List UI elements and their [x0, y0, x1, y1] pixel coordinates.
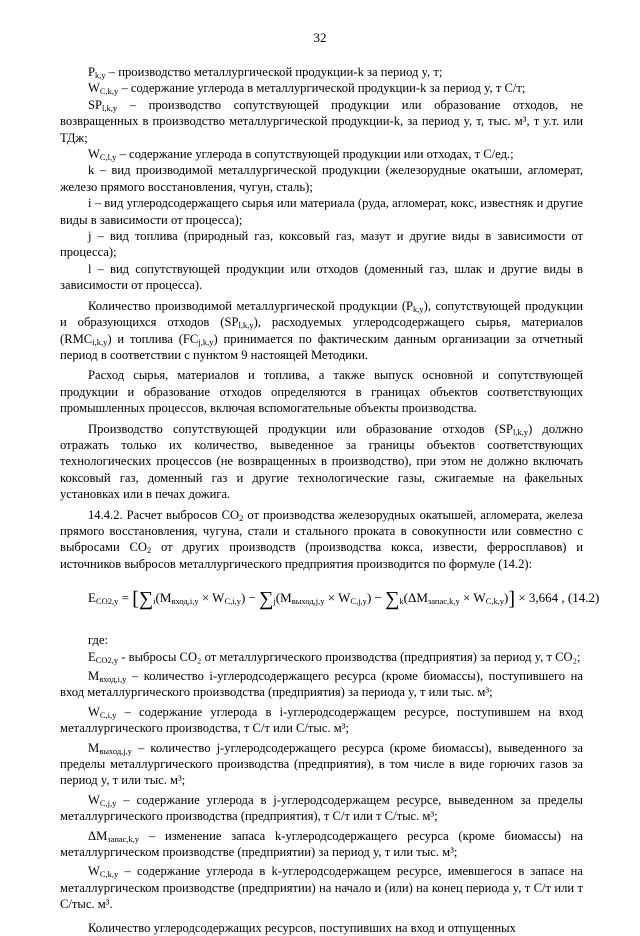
- definition-item: $M_{вход,i,y}$ – количество i-углеродсодержащего ресурса (кроме биомассы), поступившего на вход металлургического производства (предприятия) за периода y, т или тыс. м³;: [60, 669, 583, 700]
- definition-item: l – вид сопутствующей продукции или отходов (доменный газ, шлак и другие виды в зависимости от процесса).: [60, 261, 583, 293]
- page-body: [60, 64, 600, 936]
- definition-item: $W_{C,k,y}$ – содержание углерода в металлургической продукции-k за период y, т С/т;: [88, 81, 526, 97]
- definition-item: $\Delta M_{запас,k,y}$ – изменение запаса k-углеродсодержащего ресурса (кроме биомассы) на металлургическом производстве (предприятии) за период y, т или тыс. м³;: [60, 828, 583, 860]
- where-label: где:: [88, 633, 109, 648]
- formula-definitions-list: [60, 649, 583, 916]
- definition-item: $P_{k,y}$ – производство металлургической продукции-k за период y, т;: [88, 65, 443, 80]
- definition-item: i – вид углеродсодержащего сырья или материала (руда, агломерат, кокс, известняк и другие виды в зависимости от процесса);: [60, 196, 583, 227]
- definition-item: $E_{CO2,y}$ - выбросы CO₂ от металлургического производства (предприятия) за период y, т CO₂;: [88, 649, 581, 665]
- definition-item: $M_{выход,j,y}$ – количество j-углеродсодержащего ресурса (кроме биомассы), выведенного за пределы металлургического производства (предприятия), в том числе в виде горючих газов за период y, т или тыс. м³;: [60, 740, 583, 788]
- definition-item: $SP_{l,k,y}$ – производство сопутствующей продукции или образование отходов, не возвращенных в производство металлургической продукции-k, за период y, т, тыс. м³, т у.т. или ТДж;: [60, 97, 583, 145]
- definition-item: $W_{C,i,y}$ – содержание углерода в i-углеродсодержащем ресурсе, поступившем на вход металлургического производства, т С/т или С/тыс. м³;: [60, 704, 583, 736]
- paragraph-section-14-4-2: 14.4.2. Расчет выбросов $CO_2$ от производства железорудных окатышей, агломерата, железа прямого восстановления, чугуна, стали и стального проката в совокупности или совместно с выбросами $CO_2$ от других производств (производства кокса, извести, ферросплавов) и источников выбросов металлургического предприятия производится по формуле (14.2):: [60, 507, 583, 571]
- paragraph-boundaries: Расход сырья, материалов и топлива, а также выпуск основной и сопутствующей продукции и образование отходов определяются в границах объектов соответствующих промышленных процессов, включая вспомогательные объекты производства.: [60, 368, 583, 416]
- paragraph-continued: Количество углеродсодержащих ресурсов, поступивших на вход и отпущенных: [88, 920, 516, 935]
- definition-item: $W_{C,k,y}$ – содержание углерода в k-углеродсодержащем ресурсе, имевшегося в запасе на металлургическом производстве (предприятии) на начало и (или) на конец периода y, т С/т или т С/тыс. м³.: [60, 864, 583, 912]
- definition-item: $W_{C,j,y}$ – содержание углерода в j-углеродсодержащем ресурсе, выведенном за пределы металлургического производства (предприятия), т С/т или т С/тыс. м³;: [60, 792, 583, 824]
- paragraph-byproducts: Производство сопутствующей продукции или образование отходов $(SP_{l,k,y})$ должно отражать только их количество, выведенное за границы объектов соответствующих технологических процессов (не возвращенных в производство), при этом не должно включать коксовый газ, доменный газ и другие технологические газы, сжигаемые на факельных установках или в печах дожига.: [60, 421, 583, 502]
- formula-14-2: $E_{CO2,y} = [\sum_i(M_{вход,i,y} \times W_{C,i,y}) - \sum_j(M_{выход,j,y} \times W_{C,j,y}) - \sum_k(\Delta M_{запас,k,y} \times W_{C,k,y})] \times 3,664$ , (14.2): [88, 588, 600, 611]
- definitions-list: [60, 64, 583, 298]
- definition-item: k – вид производимой металлургической продукции (железорудные окатыши, агломерат, железо прямого восстановления, чугун, сталь);: [60, 163, 583, 194]
- definition-item: $W_{C,l,y}$ – содержание углерода в сопутствующей продукции или отходах, т С/ед.;: [88, 147, 514, 163]
- paragraph-quantities: Количество производимой металлургической продукции $(P_{k,y})$, сопутствующей продукции и образующихся отходов $(SP_{l,k,y})$, расходуемых углеродсодержащего сырья, материалов $(RMC_{i,k,y})$ и топлива $(FC_{j,k,y})$ принимается по фактическим данным организации за отчетный период в соответствии с пунктом 9 настоящей Методики.: [60, 298, 583, 362]
- definition-item: j – вид топлива (природный газ, коксовый газ, мазут и другие виды в зависимости от процесса);: [60, 229, 583, 260]
- page-number: 32: [313, 30, 327, 45]
